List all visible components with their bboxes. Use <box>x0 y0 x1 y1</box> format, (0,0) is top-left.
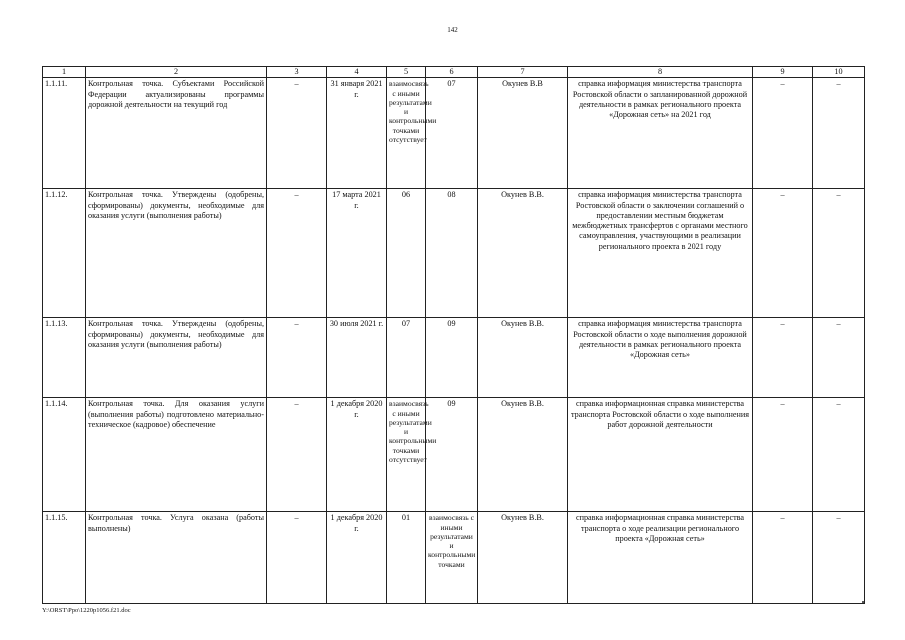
column-number-row <box>43 67 865 78</box>
column-number: 10 <box>813 67 865 78</box>
column-9-value: – <box>753 398 813 512</box>
column-number: 8 <box>568 67 753 78</box>
confirming-document: справка информация министерства транспорта Ростовской области о запланированной дорожной деятельности в рамках регионального проекта «Дорожная сеть» на 2021 год <box>568 78 753 189</box>
control-points-table <box>42 66 865 604</box>
responsible-person: Окунев В.В. <box>478 512 568 604</box>
column-10-value: – <box>813 512 865 604</box>
control-point-name: Контрольная точка. Услуга оказана (работы выполнены) <box>86 512 267 604</box>
column-6-value: 08 <box>426 189 478 318</box>
confirming-document: справка информационная справка министерства транспорта Ростовской области о ходе выполнения работ дорожной деятельности <box>568 398 753 512</box>
row-number: 1.1.11. <box>43 78 86 189</box>
column-10-value: – <box>813 78 865 189</box>
column-10-value: – <box>813 398 865 512</box>
column-3-value: – <box>267 78 327 189</box>
column-3-value: – <box>267 318 327 398</box>
column-number: 5 <box>387 67 426 78</box>
page-number: 142 <box>447 26 458 34</box>
confirming-document: справка информация министерства транспорта Ростовской области о заключении соглашений о предоставлении местным бюджетам межбюджетных трансфертов с органами местного самоуправления, участвующими в реализации регионального проекта в 2021 году <box>568 189 753 318</box>
column-number: 7 <box>478 67 568 78</box>
column-number: 3 <box>267 67 327 78</box>
deadline-date: 1 декабря 2020 г. <box>327 398 387 512</box>
row-number: 1.1.13. <box>43 318 86 398</box>
column-10-value: – <box>813 318 865 398</box>
column-5-value: взаимосвязь с иными результатами и контрольными точками отсутствует <box>387 398 426 512</box>
deadline-date: 30 июля 2021 г. <box>327 318 387 398</box>
column-6-value: взаимосвязь с иными результатами и контрольными точками <box>426 512 478 604</box>
control-point-name: Контрольная точка. Утверждены (одобрены, сформированы) документы, необходимые для оказания услуги (выполнения работы) <box>86 189 267 318</box>
column-number: 2 <box>86 67 267 78</box>
responsible-person: Окунев В.В. <box>478 398 568 512</box>
column-5-value: 01 <box>387 512 426 604</box>
table-row <box>43 318 865 398</box>
column-number: 4 <box>327 67 387 78</box>
deadline-date: 31 января 2021 г. <box>327 78 387 189</box>
row-number: 1.1.12. <box>43 189 86 318</box>
column-3-value: – <box>267 398 327 512</box>
responsible-person: Окунев В.В. <box>478 189 568 318</box>
column-6-value: 07 <box>426 78 478 189</box>
deadline-date: 1 декабря 2020 г. <box>327 512 387 604</box>
control-point-name: Контрольная точка. Утверждены (одобрены, сформированы) документы, необходимые для оказания услуги (выполнения работы) <box>86 318 267 398</box>
column-5-value: 06 <box>387 189 426 318</box>
column-number: 9 <box>753 67 813 78</box>
column-number: 1 <box>43 67 86 78</box>
row-number: 1.1.15. <box>43 512 86 604</box>
column-6-value: 09 <box>426 398 478 512</box>
column-9-value: – <box>753 318 813 398</box>
control-point-name: Контрольная точка. Для оказания услуги (выполнения работы) подготовлено материально-техническое (кадровое) обеспечение <box>86 398 267 512</box>
column-3-value: – <box>267 189 327 318</box>
table-row <box>43 398 865 512</box>
row-number: 1.1.14. <box>43 398 86 512</box>
margin-mark <box>862 601 864 603</box>
deadline-date: 17 марта 2021 г. <box>327 189 387 318</box>
control-point-name: Контрольная точка. Субъектами Российской Федерации актуализированы программы дорожной деятельности на текущий год <box>86 78 267 189</box>
column-3-value: – <box>267 512 327 604</box>
column-9-value: – <box>753 189 813 318</box>
column-5-value: 07 <box>387 318 426 398</box>
table-row <box>43 189 865 318</box>
responsible-person: Окунев В.В. <box>478 318 568 398</box>
confirming-document: справка информация министерства транспорта Ростовской области о ходе выполнения дорожной деятельности в рамках регионального проекта «Дорожная сеть» <box>568 318 753 398</box>
column-9-value: – <box>753 512 813 604</box>
table-row <box>43 78 865 189</box>
column-9-value: – <box>753 78 813 189</box>
column-10-value: – <box>813 189 865 318</box>
file-path-footer: Y:\ORST\Ppo\1220p1056.f21.doc <box>42 607 131 614</box>
confirming-document: справка информационная справка министерства транспорта о ходе реализации регионального проекта «Дорожная сеть» <box>568 512 753 604</box>
column-5-value: взаимосвязь с иными результатами и контрольными точками отсутствует <box>387 78 426 189</box>
table-row <box>43 512 865 604</box>
column-6-value: 09 <box>426 318 478 398</box>
responsible-person: Окунев В.В <box>478 78 568 189</box>
column-number: 6 <box>426 67 478 78</box>
